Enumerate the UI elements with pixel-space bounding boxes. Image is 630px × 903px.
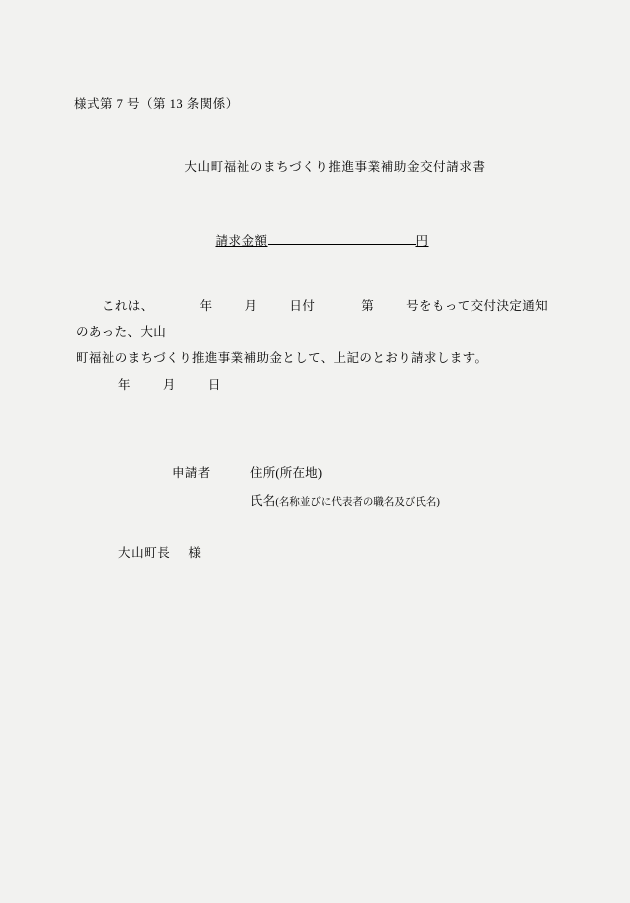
applicant-address-label: 住所(所在地) [250, 466, 323, 480]
body-number-prefix: 第 [361, 299, 375, 313]
body-line-two: 町福祉のまちづくり推進事業補助金として、上記のとおり請求します。 [76, 351, 488, 365]
applicant-name-label: 氏名 [250, 494, 276, 508]
applicant-name-note: (名称並びに代表者の職名及び氏名) [275, 497, 440, 508]
amount-unit: 円 [415, 234, 429, 248]
applicant-name-row [172, 487, 440, 517]
body-year-label: 年 [199, 299, 213, 313]
body-month-label: 月 [244, 299, 258, 313]
date-month-label: 月 [162, 378, 176, 392]
addressee-honorific: 様 [188, 546, 202, 560]
submission-date-line [118, 375, 221, 393]
applicant-label: 申請者 [172, 466, 211, 480]
applicant-block [172, 459, 440, 517]
body-paragraph [76, 293, 556, 371]
applicant-address-row [172, 459, 440, 487]
body-day-label: 日付 [289, 299, 316, 313]
addressee-line [118, 543, 202, 561]
date-day-label: 日 [207, 378, 221, 392]
amount-label: 請求金額 [215, 234, 268, 248]
body-lead-text: これは、 [102, 299, 154, 313]
date-year-label: 年 [118, 378, 131, 392]
body-number-suffix: 号をもって交付決定通知のあった、大山 [76, 299, 549, 339]
amount-input-blank[interactable] [268, 244, 416, 245]
addressee-name: 大山町長 [118, 546, 171, 560]
form-number: 様式第 7 号（第 13 条関係） [74, 97, 239, 111]
amount-request-line [0, 231, 630, 249]
page-title: 大山町福祉のまちづくり推進事業補助金交付請求書 [184, 160, 486, 174]
